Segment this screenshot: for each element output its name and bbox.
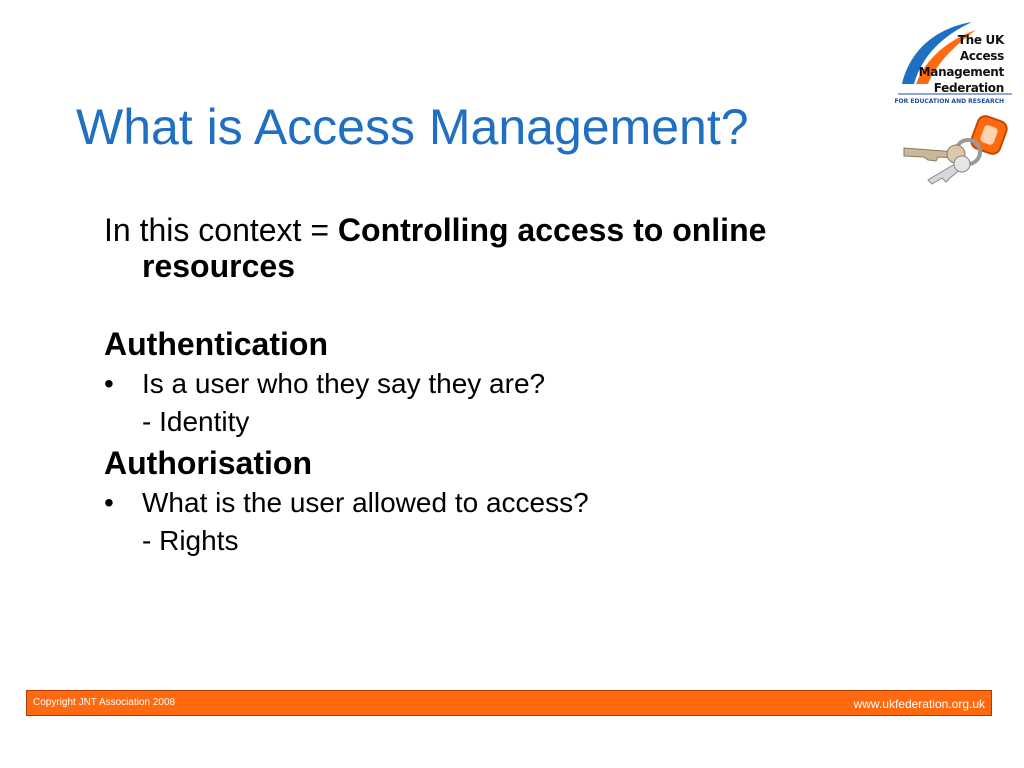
section-heading-authorisation: Authorisation (104, 445, 312, 481)
logo-line-4: Federation (933, 81, 1004, 95)
bullet-text: What is the user allowed to access? (142, 487, 589, 518)
footer-bar (26, 690, 992, 716)
bullet-icon: • (104, 487, 114, 518)
logo-line-2: Access (959, 49, 1004, 63)
copyright-text: Copyright JNT Association 2008 (33, 697, 176, 708)
sub-point: - Rights (142, 525, 239, 556)
logo-line-3: Management (918, 65, 1004, 79)
logo-tagline: FOR EDUCATION AND RESEARCH (894, 98, 1004, 105)
intro-statement (104, 212, 964, 284)
logo-line-1: The UK (957, 33, 1004, 47)
intro-bold-line-2: resources (142, 248, 295, 284)
sub-point: - Identity (142, 406, 250, 437)
bullet-item (104, 486, 964, 520)
section-heading-authentication: Authentication (104, 326, 328, 362)
bullet-icon: • (104, 368, 114, 399)
slide-body (104, 212, 964, 558)
website-link[interactable]: www.ukfederation.org.uk (853, 697, 985, 711)
ukfederation-logo (896, 20, 1014, 108)
slide-title: What is Access Management? (76, 99, 749, 155)
intro-prefix: In this context = (104, 212, 338, 248)
bullet-text: Is a user who they say they are? (142, 368, 546, 399)
intro-bold-line-1: Controlling access to online (337, 212, 767, 248)
bullet-item (104, 367, 964, 401)
keys-icon (898, 112, 1016, 192)
logo-text (919, 32, 1004, 96)
